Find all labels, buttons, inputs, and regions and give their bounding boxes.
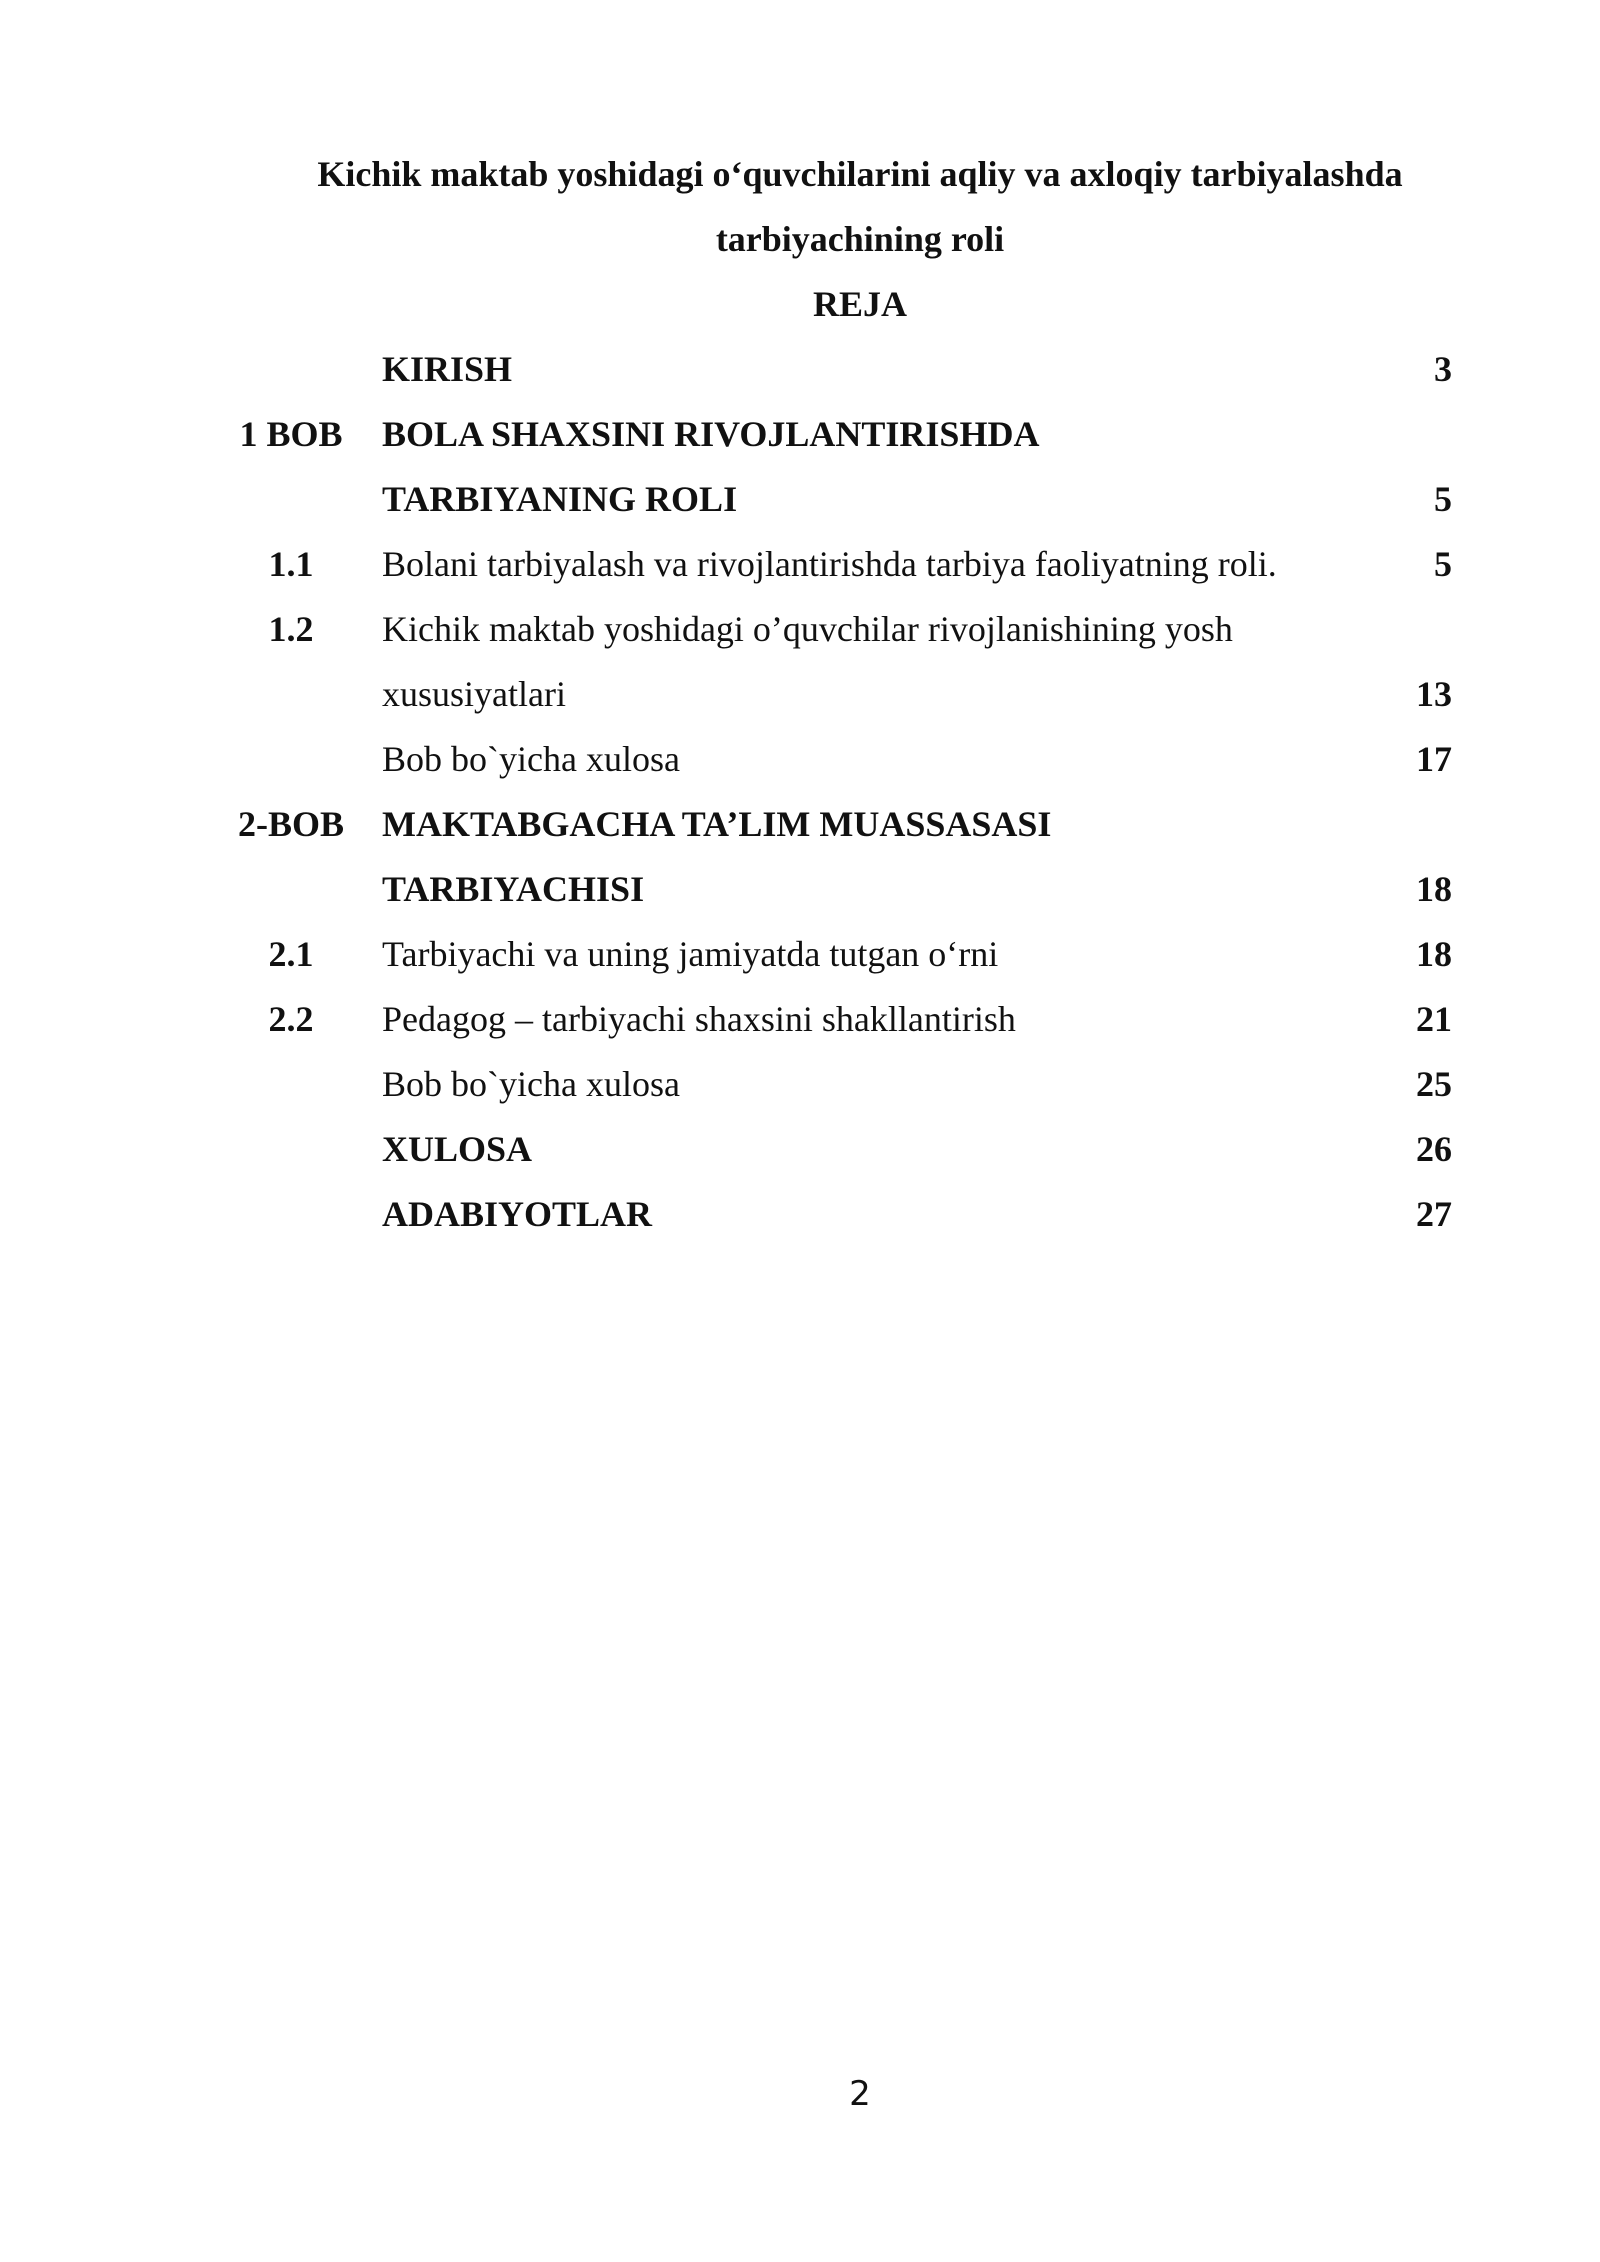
toc-row	[0, 467, 1600, 532]
toc-row	[0, 922, 1600, 987]
toc-page-number: 26	[1416, 1129, 1452, 1169]
toc-entry-title: KIRISH	[382, 349, 513, 389]
toc-page-number: 5	[1434, 544, 1452, 584]
toc-entry-title: TARBIYACHISI	[382, 869, 645, 909]
page-number-footer: 2	[849, 2074, 871, 2114]
toc-entry-title: Pedagog – tarbiyachi shaxsini shakllantirish	[382, 999, 1016, 1039]
toc-entry-title: ADABIYOTLAR	[382, 1194, 653, 1234]
plan-heading: REJA	[812, 284, 907, 324]
toc-row	[0, 1052, 1600, 1117]
toc-entry-title: Bolani tarbiyalash va rivojlantirishda tarbiya faoliyatning roli.	[382, 544, 1277, 584]
toc-row	[0, 337, 1600, 402]
toc-section-number: 1 BOB	[239, 414, 343, 454]
toc-row	[0, 1182, 1600, 1247]
toc-section-number: 1.2	[268, 609, 314, 649]
toc-section-number: 2.1	[268, 934, 314, 974]
toc-entry-title: xususiyatlari	[382, 674, 566, 714]
toc-entry-title: Bob bo`yicha xulosa	[382, 1064, 680, 1104]
toc-page-number: 25	[1416, 1064, 1452, 1104]
toc-entry-title: Bob bo`yicha xulosa	[382, 739, 680, 779]
toc-row	[0, 662, 1600, 727]
toc-row	[0, 987, 1600, 1052]
document-title-line-2: tarbiyachining roli	[715, 219, 1005, 259]
toc-row	[0, 857, 1600, 922]
document-title-line-1: Kichik maktab yoshidagi o‘quvchilarini aqliy va axloqiy tarbiyalashda	[317, 154, 1403, 194]
toc-entry-title: BOLA SHAXSINI RIVOJLANTIRISHDA	[382, 414, 1040, 454]
toc-row	[0, 402, 1600, 467]
table-of-contents	[0, 337, 1600, 1247]
toc-page-number: 27	[1416, 1194, 1452, 1234]
toc-row	[0, 532, 1600, 597]
toc-page-number: 3	[1434, 349, 1452, 389]
toc-entry-title: XULOSA	[382, 1129, 533, 1169]
toc-page-number: 18	[1416, 869, 1452, 909]
toc-row	[0, 597, 1600, 662]
toc-row	[0, 727, 1600, 792]
toc-page-number: 13	[1416, 674, 1452, 714]
toc-page-number: 17	[1416, 739, 1452, 779]
toc-page-number: 18	[1416, 934, 1452, 974]
toc-entry-title: Tarbiyachi va uning jamiyatda tutgan o‘rni	[382, 934, 999, 974]
toc-entry-title: TARBIYANING ROLI	[382, 479, 738, 519]
toc-entry-title: MAKTABGACHA TA’LIM MUASSASASI	[382, 804, 1052, 844]
toc-section-number: 2-BOB	[237, 804, 344, 844]
toc-row	[0, 1117, 1600, 1182]
toc-section-number: 1.1	[268, 544, 314, 584]
toc-row	[0, 792, 1600, 857]
toc-page-number: 5	[1434, 479, 1452, 519]
toc-page-number: 21	[1416, 999, 1452, 1039]
toc-entry-title: Kichik maktab yoshidagi o’quvchilar rivojlanishining yosh	[382, 609, 1233, 649]
toc-section-number: 2.2	[268, 999, 314, 1039]
